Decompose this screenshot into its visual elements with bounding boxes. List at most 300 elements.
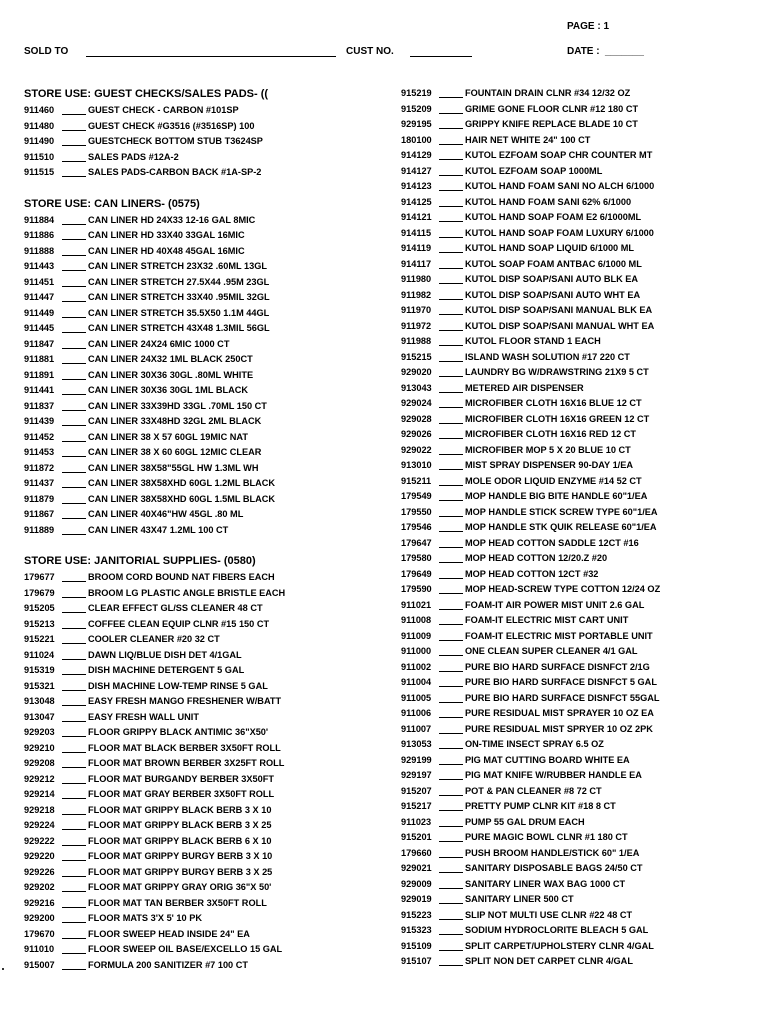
item-row (401, 675, 761, 691)
quantity-blank[interactable] (439, 179, 463, 191)
quantity-blank[interactable] (439, 784, 463, 796)
quantity-blank[interactable] (62, 492, 86, 504)
item-row (24, 834, 374, 850)
quantity-blank[interactable] (62, 632, 86, 644)
item-code: 914119 (401, 243, 432, 253)
quantity-blank[interactable] (439, 737, 463, 749)
item-code: 915223 (401, 909, 432, 920)
quantity-blank[interactable] (439, 691, 463, 703)
item-row (24, 617, 374, 633)
quantity-blank[interactable] (62, 461, 86, 473)
quantity-blank[interactable] (439, 86, 463, 98)
sold-to-label: SOLD TO (24, 46, 69, 57)
item-description: CAN LINER 43X47 1.2ML 100 CT (88, 524, 229, 535)
quantity-blank[interactable] (439, 846, 463, 858)
item-description: EASY FRESH MANGO FRESHENER W/BATT (88, 696, 282, 706)
item-code: 915205 (24, 603, 55, 613)
quantity-blank[interactable] (62, 476, 86, 488)
quantity-blank[interactable] (62, 787, 86, 799)
quantity-blank[interactable] (439, 102, 463, 114)
quantity-blank[interactable] (439, 830, 463, 842)
page-number: PAGE : 1 (567, 21, 610, 32)
quantity-blank[interactable] (439, 412, 463, 424)
item-row (401, 768, 761, 784)
quantity-blank[interactable] (439, 195, 463, 207)
item-code: 911980 (401, 274, 432, 284)
quantity-blank[interactable] (439, 427, 463, 439)
item-description: GUESTCHECK BOTTOM STUB T3624SP (88, 136, 263, 146)
item-row (24, 119, 374, 135)
item-code: 911004 (401, 677, 432, 687)
item-description: FLOOR MAT GRIPPY GRAY ORIG 36"X 50' (88, 882, 272, 892)
quantity-blank[interactable] (439, 923, 463, 935)
item-code: 911437 (24, 478, 55, 488)
item-description: CAN LINER STRETCH 35.5X50 1.1M 44GL (88, 307, 270, 318)
quantity-blank[interactable] (62, 694, 86, 706)
item-description: FLOOR MAT GRIPPY BLACK BERB 3 X 10 (88, 804, 272, 815)
quantity-blank[interactable] (62, 290, 86, 302)
item-row (401, 365, 761, 381)
quantity-blank[interactable] (439, 226, 463, 238)
item-code: 913010 (401, 460, 432, 470)
item-description: DISH MACHINE DETERGENT 5 GAL (88, 665, 245, 675)
item-description: MOP HEAD COTTON 12/20.Z #20 (465, 553, 608, 563)
quantity-blank[interactable] (62, 165, 86, 177)
quantity-blank[interactable] (439, 768, 463, 780)
item-row (401, 241, 761, 257)
item-row (401, 210, 761, 226)
item-description: FOAM-IT ELECTRIC MIST CART UNIT (465, 615, 629, 625)
quantity-blank[interactable] (439, 164, 463, 176)
item-description: CAN LINER 30X36 30GL 1ML BLACK (88, 385, 248, 395)
item-row (24, 399, 374, 415)
item-row (401, 939, 761, 955)
item-description: KUTOL EZFOAM SOAP CHR COUNTER MT (465, 150, 653, 160)
item-row (401, 257, 761, 273)
item-description: EASY FRESH WALL UNIT (88, 711, 199, 722)
quantity-blank[interactable] (62, 383, 86, 395)
item-row (401, 629, 761, 645)
item-row (401, 908, 761, 924)
item-description: GUEST CHECK #G3516 (#3516SP) 100 (88, 120, 255, 131)
quantity-blank[interactable] (439, 551, 463, 563)
item-description: ON-TIME INSECT SPRAY 6.5 OZ (465, 739, 604, 749)
item-row (24, 741, 374, 757)
item-code: 914123 (401, 181, 432, 191)
quantity-blank[interactable] (439, 753, 463, 765)
item-row (24, 368, 374, 384)
quantity-blank[interactable] (62, 321, 86, 333)
item-description: FLOOR MAT GRIPPY BLACK BERB 6 X 10 (88, 835, 272, 846)
quantity-blank[interactable] (439, 458, 463, 470)
item-row (24, 306, 374, 322)
quantity-blank[interactable] (439, 319, 463, 331)
item-code: 915323 (401, 925, 432, 935)
item-code: 929218 (24, 804, 55, 815)
quantity-blank[interactable] (439, 799, 463, 811)
item-code: 911451 (24, 276, 55, 287)
quantity-blank[interactable] (439, 303, 463, 315)
item-description: METERED AIR DISPENSER (465, 382, 584, 393)
item-row (401, 195, 761, 211)
quantity-blank[interactable] (439, 210, 463, 222)
item-description: MOLE ODOR LIQUID ENZYME #14 52 CT (465, 475, 642, 486)
item-description: KUTOL HAND SOAP FOAM LUXURY 6/1000 (465, 227, 654, 238)
item-row (24, 523, 374, 539)
quantity-blank[interactable] (62, 414, 86, 426)
item-code: 911021 (401, 599, 432, 610)
item-description: KUTOL HAND FOAM SANI NO ALCH 6/1000 (465, 181, 655, 191)
quantity-blank[interactable] (62, 399, 86, 411)
section-spacer (24, 181, 374, 196)
item-description: FLOOR MAT GRIPPY BLACK BERB 3 X 25 (88, 820, 272, 830)
quantity-blank[interactable] (62, 150, 86, 162)
item-row (24, 679, 374, 695)
item-description: PUMP 55 GAL DRUM EACH (465, 816, 585, 827)
item-code: 929226 (24, 866, 55, 877)
item-description: GUEST CHECK - CARBON #101SP (88, 105, 239, 115)
right-column (401, 86, 761, 970)
item-row (401, 815, 761, 831)
item-description: KUTOL EZFOAM SOAP 1000ML (465, 165, 603, 176)
quantity-blank[interactable] (439, 443, 463, 455)
stray-mark (2, 968, 4, 970)
quantity-blank[interactable] (62, 818, 86, 830)
item-row (401, 660, 761, 676)
date-label: DATE : (567, 46, 600, 57)
item-code: 179549 (401, 491, 432, 501)
item-description: KUTOL DISP SOAP/SANI AUTO WHT EA (465, 289, 641, 300)
item-row (24, 352, 374, 368)
quantity-blank[interactable] (439, 706, 463, 718)
quantity-blank[interactable] (62, 134, 86, 146)
quantity-blank[interactable] (62, 213, 86, 225)
quantity-blank[interactable] (62, 306, 86, 318)
item-description: FLOOR MAT GRIPPY BURGY BERB 3 X 10 (88, 851, 273, 861)
item-row (401, 303, 761, 319)
quantity-blank[interactable] (439, 148, 463, 160)
item-description: CAN LINER 24X24 6MIC 1000 CT (88, 338, 230, 349)
quantity-blank[interactable] (439, 567, 463, 579)
quantity-blank[interactable] (62, 803, 86, 815)
item-description: MICROFIBER CLOTH 16X16 BLUE 12 CT (465, 398, 642, 408)
item-description: KUTOL DISP SOAP/SANI AUTO BLK EA (465, 274, 639, 284)
item-row (401, 737, 761, 753)
item-description: CAN LINER 38 X 60 60GL 12MIC CLEAR (88, 447, 262, 457)
item-description: CAN LINER 38X58"55GL HW 1.3ML WH (88, 462, 259, 473)
quantity-blank[interactable] (439, 117, 463, 129)
quantity-blank[interactable] (62, 523, 86, 535)
item-row (401, 117, 761, 133)
item-row (24, 461, 374, 477)
item-description: FLOOR SWEEP HEAD INSIDE 24" EA (88, 928, 250, 939)
item-code: 911872 (24, 462, 55, 473)
cust-no-label: CUST NO. (346, 46, 394, 57)
item-code: 929019 (401, 894, 432, 904)
quantity-blank[interactable] (439, 334, 463, 346)
item-description: FLOOR SWEEP OIL BASE/EXCELLO 15 GAL (88, 944, 283, 954)
date-field[interactable]: _______ (605, 46, 644, 57)
quantity-blank[interactable] (62, 337, 86, 349)
item-row (24, 213, 374, 229)
order-header (0, 44, 770, 60)
quantity-blank[interactable] (439, 629, 463, 641)
item-code: 915107 (401, 956, 432, 966)
item-code: 915219 (401, 88, 432, 98)
item-row (401, 520, 761, 536)
item-description: CAN LINER STRETCH 43X48 1.3MIL 56GL (88, 323, 270, 333)
quantity-blank[interactable] (62, 741, 86, 753)
item-description: PURE BIO HARD SURFACE DISNFCT 5 GAL (465, 677, 657, 687)
item-row (24, 710, 374, 726)
quantity-blank[interactable] (62, 880, 86, 892)
quantity-blank[interactable] (439, 365, 463, 377)
item-code: 179550 (401, 506, 432, 517)
quantity-blank[interactable] (439, 133, 463, 145)
section-title: STORE USE: CAN LINERS- (0575) (24, 197, 200, 210)
quantity-blank[interactable] (439, 381, 463, 393)
item-row (24, 134, 374, 150)
quantity-blank[interactable] (62, 244, 86, 256)
item-code: 929022 (401, 444, 432, 455)
quantity-blank[interactable] (439, 520, 463, 532)
item-code: 913048 (24, 696, 55, 706)
item-description: KUTOL FLOOR STAND 1 EACH (465, 336, 601, 346)
item-row (24, 103, 374, 119)
item-row (24, 896, 374, 912)
quantity-blank[interactable] (439, 474, 463, 486)
item-code: 911439 (24, 416, 55, 426)
item-code: 915207 (401, 785, 432, 796)
quantity-blank[interactable] (62, 896, 86, 908)
item-description: CAN LINER STRETCH 23X32 .60ML 13GL (88, 261, 268, 271)
quantity-blank[interactable] (62, 834, 86, 846)
item-code: 929212 (24, 773, 55, 784)
item-description: PIG MAT CUTTING BOARD WHITE EA (465, 754, 630, 765)
item-description: PRETTY PUMP CLNR KIT #18 8 CT (465, 801, 616, 811)
item-code: 929195 (401, 119, 432, 129)
quantity-blank[interactable] (62, 507, 86, 519)
quantity-blank[interactable] (439, 722, 463, 734)
quantity-blank[interactable] (62, 710, 86, 722)
quantity-blank[interactable] (62, 911, 86, 923)
item-code: 911891 (24, 369, 55, 380)
item-description: MOP HANDLE STK QUIK RELEASE 60"1/EA (465, 522, 657, 532)
quantity-blank[interactable] (439, 815, 463, 827)
quantity-blank[interactable] (439, 536, 463, 548)
item-description: FLOOR MAT BLACK BERBER 3X50FT ROLL (88, 742, 281, 753)
item-row (401, 334, 761, 350)
item-row (24, 694, 374, 710)
item-description: MIST SPRAY DISPENSER 90-DAY 1/EA (465, 460, 633, 470)
item-row (401, 458, 761, 474)
item-description: FOAM-IT ELECTRIC MIST PORTABLE UNIT (465, 630, 653, 641)
item-row (24, 165, 374, 181)
item-row (401, 799, 761, 815)
item-row (401, 551, 761, 567)
item-row (24, 865, 374, 881)
item-row (401, 412, 761, 428)
quantity-blank[interactable] (439, 350, 463, 362)
item-row (24, 942, 374, 958)
quantity-blank[interactable] (439, 241, 463, 253)
item-description: BROOM LG PLASTIC ANGLE BRISTLE EACH (88, 587, 286, 598)
quantity-blank[interactable] (62, 772, 86, 784)
item-description: KUTOL HAND FOAM SANI 62% 6/1000 (465, 196, 632, 207)
quantity-blank[interactable] (439, 861, 463, 873)
item-description: POT & PAN CLEANER #8 72 CT (465, 785, 602, 796)
item-code: 915201 (401, 832, 432, 842)
item-code: 179580 (401, 553, 432, 563)
item-row (24, 150, 374, 166)
item-row (401, 350, 761, 366)
quantity-blank[interactable] (62, 927, 86, 939)
item-code: 911490 (24, 136, 55, 146)
item-code: 915217 (401, 801, 432, 811)
item-description: ONE CLEAN SUPER CLEANER 4/1 GAL (465, 646, 638, 656)
quantity-blank[interactable] (439, 892, 463, 904)
cust-no-field[interactable] (410, 44, 472, 57)
item-description: KUTOL SOAP FOAM ANTBAC 6/1000 ML (465, 258, 642, 269)
item-code: 929024 (401, 398, 432, 408)
sold-to-field[interactable] (86, 44, 336, 57)
item-row (401, 536, 761, 552)
item-row (401, 644, 761, 660)
item-description: MOP HANDLE STICK SCREW TYPE 60"1/EA (465, 506, 658, 517)
quantity-blank[interactable] (439, 675, 463, 687)
item-description: BROOM CORD BOUND NAT FIBERS EACH (88, 572, 275, 582)
quantity-blank[interactable] (62, 849, 86, 861)
item-row (401, 102, 761, 118)
item-code: 929222 (24, 835, 55, 846)
item-code: 929214 (24, 789, 55, 799)
item-code: 915221 (24, 634, 55, 644)
quantity-blank[interactable] (62, 445, 86, 457)
quantity-blank[interactable] (62, 663, 86, 675)
item-row (401, 706, 761, 722)
item-row (24, 632, 374, 648)
item-code: 911010 (24, 944, 55, 954)
item-code: 911006 (401, 708, 432, 718)
item-code: 914125 (401, 196, 432, 207)
quantity-blank[interactable] (439, 954, 463, 966)
quantity-blank[interactable] (62, 586, 86, 598)
quantity-blank[interactable] (62, 368, 86, 380)
item-description: FLOOR MATS 3'X 5' 10 PK (88, 913, 202, 923)
quantity-blank[interactable] (62, 228, 86, 240)
section-title: STORE USE: JANITORIAL SUPPLIES- (0580) (24, 555, 256, 567)
quantity-blank[interactable] (439, 489, 463, 501)
quantity-blank[interactable] (62, 430, 86, 442)
quantity-blank[interactable] (439, 288, 463, 300)
item-code: 179590 (401, 584, 432, 594)
item-code: 913047 (24, 711, 55, 722)
item-code: 915321 (24, 680, 55, 691)
quantity-blank[interactable] (439, 582, 463, 594)
item-row (401, 954, 761, 970)
item-row (24, 445, 374, 461)
item-row (24, 880, 374, 896)
quantity-blank[interactable] (62, 865, 86, 877)
quantity-blank[interactable] (62, 942, 86, 954)
quantity-blank[interactable] (62, 103, 86, 115)
quantity-blank[interactable] (62, 119, 86, 131)
quantity-blank[interactable] (439, 613, 463, 625)
item-description: PURE BIO HARD SURFACE DISNFCT 2/1G (465, 661, 650, 672)
item-description: PURE MAGIC BOWL CLNR #1 180 CT (465, 832, 628, 842)
quantity-blank[interactable] (62, 275, 86, 287)
quantity-blank[interactable] (439, 877, 463, 889)
item-description: SALES PADS-CARBON BACK #1A-SP-2 (88, 167, 262, 177)
item-row (401, 861, 761, 877)
item-description: ISLAND WASH SOLUTION #17 220 CT (465, 351, 630, 362)
item-row (401, 164, 761, 180)
quantity-blank[interactable] (62, 601, 86, 613)
item-code: 911988 (401, 336, 432, 346)
quantity-blank[interactable] (62, 756, 86, 768)
item-row (401, 272, 761, 288)
item-description: CAN LINER HD 33X40 33GAL 16MIC (88, 230, 245, 240)
item-code: 911449 (24, 307, 55, 318)
item-row (24, 663, 374, 679)
quantity-blank[interactable] (62, 259, 86, 271)
item-description: FOAM-IT AIR POWER MIST UNIT 2.6 GAL (465, 599, 645, 610)
quantity-blank[interactable] (439, 257, 463, 269)
item-description: SPLIT CARPET/UPHOLSTERY CLNR 4/GAL (465, 940, 654, 951)
quantity-blank[interactable] (439, 644, 463, 656)
item-row (24, 321, 374, 337)
quantity-blank[interactable] (62, 352, 86, 364)
item-description: GRIPPY KNIFE REPLACE BLADE 10 CT (465, 119, 638, 129)
item-description: PURE RESIDUAL MIST SPRAYER 10 OZ EA (465, 708, 654, 718)
quantity-blank[interactable] (62, 617, 86, 629)
item-description: FLOOR MAT GRIPPY BURGY BERB 3 X 25 (88, 866, 273, 877)
item-code: 179677 (24, 572, 55, 582)
quantity-blank[interactable] (439, 272, 463, 284)
item-code: 911886 (24, 230, 55, 240)
item-description: MICROFIBER CLOTH 16X16 RED 12 CT (465, 429, 637, 439)
item-description: KUTOL DISP SOAP/SANI MANUAL WHT EA (465, 320, 655, 331)
item-row (24, 492, 374, 508)
item-description: HAIR NET WHITE 24" 100 CT (465, 134, 591, 145)
quantity-blank[interactable] (439, 939, 463, 951)
quantity-blank[interactable] (439, 908, 463, 920)
item-row (401, 923, 761, 939)
item-row (24, 601, 374, 617)
section-spacer (24, 538, 374, 553)
item-row (401, 722, 761, 738)
item-code: 911847 (24, 338, 55, 349)
item-row (24, 803, 374, 819)
item-description: PUSH BROOM HANDLE/STICK 60" 1/EA (465, 847, 640, 858)
quantity-blank[interactable] (62, 570, 86, 582)
item-code: 911837 (24, 400, 55, 411)
quantity-blank[interactable] (439, 660, 463, 672)
quantity-blank[interactable] (62, 648, 86, 660)
quantity-blank[interactable] (439, 505, 463, 517)
item-row (24, 337, 374, 353)
quantity-blank[interactable] (62, 679, 86, 691)
item-description: PURE RESIDUAL MIST SPRYER 10 OZ 2PK (465, 723, 653, 734)
item-row (24, 911, 374, 927)
item-code: 929009 (401, 878, 432, 889)
quantity-blank[interactable] (62, 725, 86, 737)
quantity-blank[interactable] (62, 958, 86, 970)
item-description: DAWN LIQ/BLUE DISH DET 4/1GAL (88, 649, 242, 660)
quantity-blank[interactable] (439, 396, 463, 408)
item-row (24, 275, 374, 291)
quantity-blank[interactable] (439, 598, 463, 610)
